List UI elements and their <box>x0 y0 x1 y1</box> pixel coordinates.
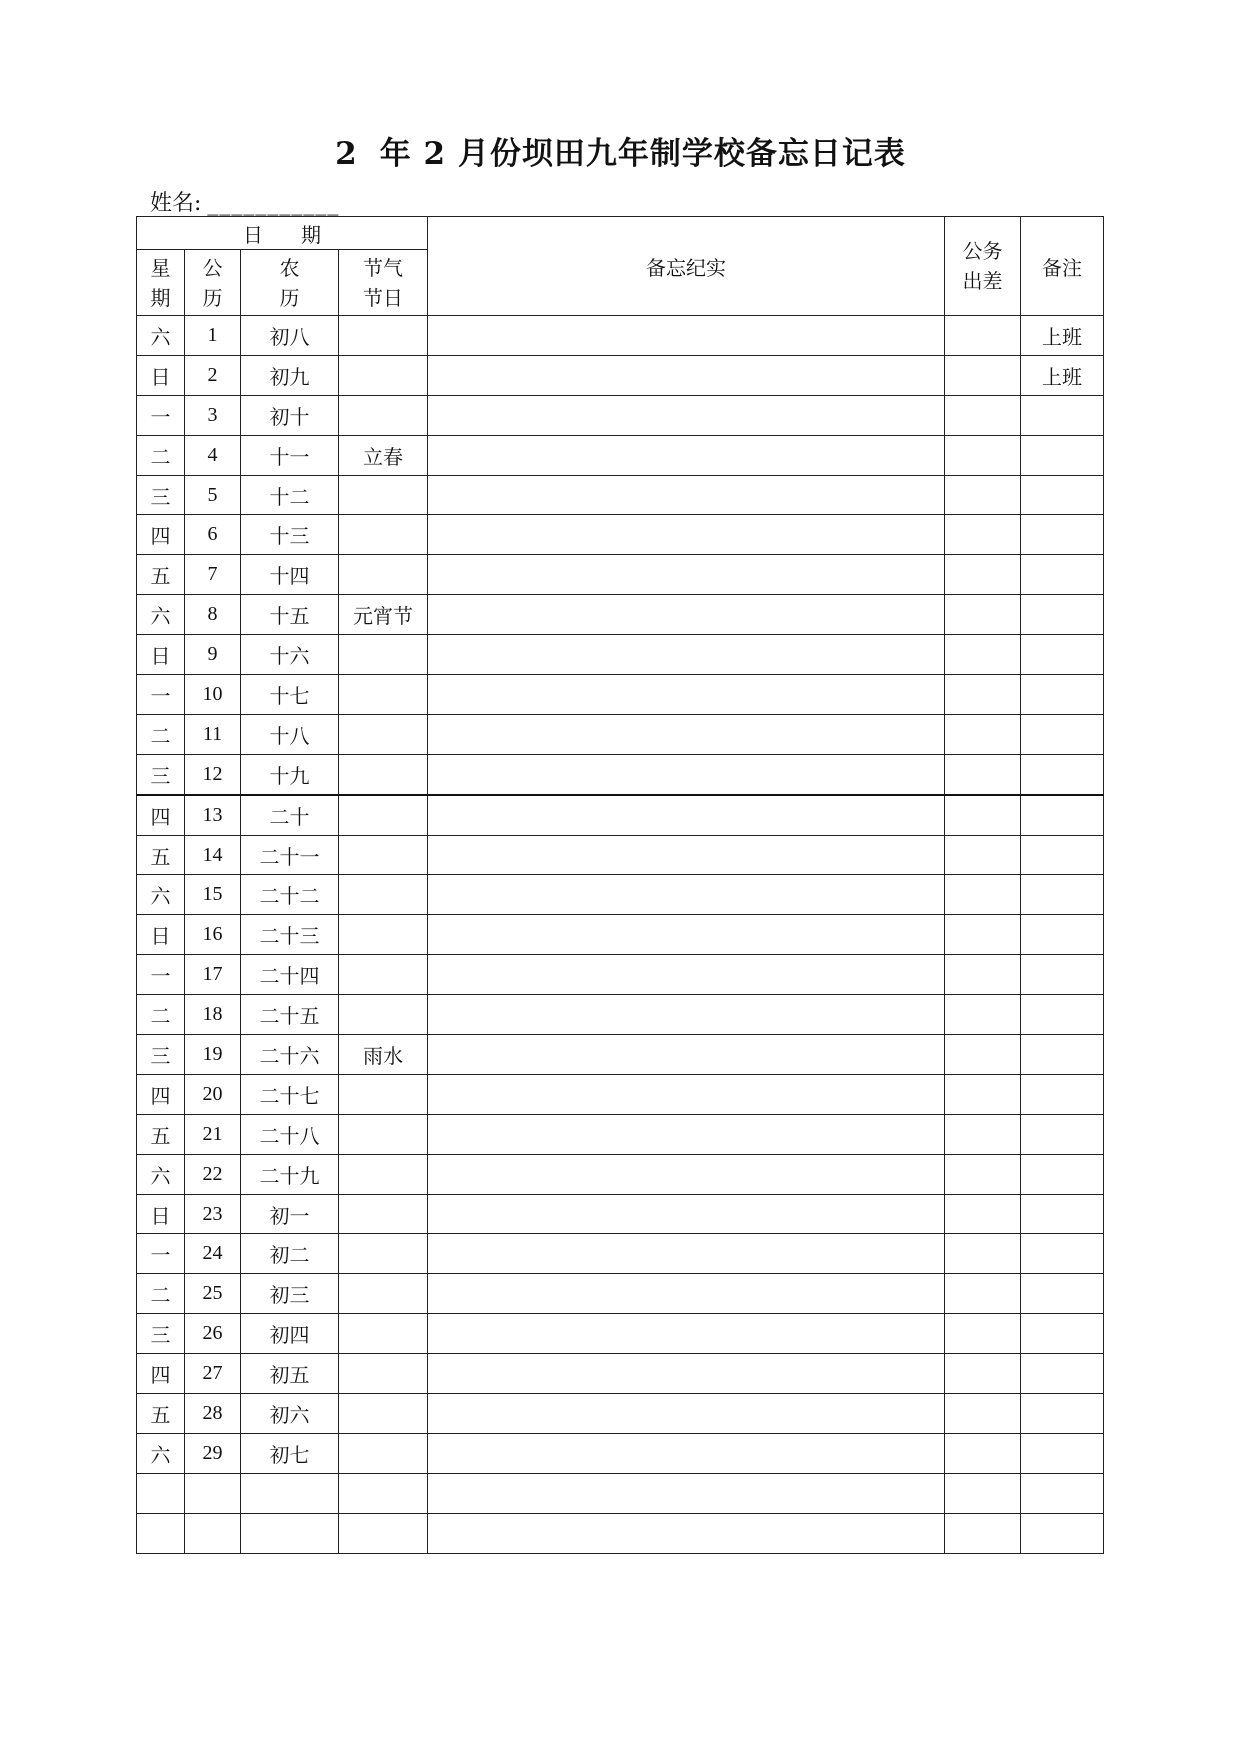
festival-cell <box>339 475 428 515</box>
solar-date-cell: 23 <box>185 1194 241 1234</box>
business-trip-cell[interactable] <box>945 1274 1021 1314</box>
weekday-cell: 三 <box>137 475 185 515</box>
solar-date-cell: 22 <box>185 1154 241 1194</box>
business-trip-cell[interactable] <box>945 515 1021 555</box>
business-trip-cell[interactable] <box>945 1114 1021 1154</box>
solar-date-cell: 11 <box>185 714 241 754</box>
business-trip-cell[interactable] <box>945 355 1021 395</box>
business-trip-cell[interactable] <box>945 1314 1021 1354</box>
festival-cell <box>339 875 428 915</box>
weekday-cell: 一 <box>137 1234 185 1274</box>
table-row <box>137 714 1104 754</box>
lunar-date-cell: 二十一 <box>241 835 339 875</box>
remark-cell[interactable] <box>1021 1074 1104 1114</box>
memo-cell[interactable] <box>428 1234 945 1274</box>
festival-cell <box>339 395 428 435</box>
lunar-date-cell: 二十 <box>241 795 339 835</box>
table-row <box>137 1194 1104 1234</box>
table-row <box>137 1274 1104 1314</box>
weekday-cell: 日 <box>137 355 185 395</box>
weekday-header <box>137 250 185 316</box>
festival-cell <box>339 1074 428 1114</box>
lunar-date-cell: 二十八 <box>241 1114 339 1154</box>
lunar-date-cell: 初六 <box>241 1394 339 1434</box>
festival-cell <box>339 1154 428 1194</box>
business-trip-cell[interactable] <box>945 1354 1021 1394</box>
remark-cell[interactable]: 上班 <box>1021 316 1104 356</box>
weekday-cell: 一 <box>137 675 185 715</box>
solar-date-cell: 20 <box>185 1074 241 1114</box>
weekday-cell: 四 <box>137 795 185 835</box>
solar-date-cell: 17 <box>185 955 241 995</box>
business-trip-cell[interactable] <box>945 754 1021 794</box>
solar-date-cell: 3 <box>185 395 241 435</box>
table-row <box>137 515 1104 555</box>
business-trip-cell[interactable] <box>945 1394 1021 1434</box>
remark-cell[interactable] <box>1021 1114 1104 1154</box>
festival-cell <box>339 835 428 875</box>
lunar-date-cell: 初八 <box>241 316 339 356</box>
table-row <box>137 395 1104 435</box>
weekday-cell: 二 <box>137 435 185 475</box>
remark-cell[interactable] <box>1021 714 1104 754</box>
lunar-date-cell: 初二 <box>241 1234 339 1274</box>
weekday-cell <box>137 1513 185 1553</box>
remark-cell[interactable] <box>1021 555 1104 595</box>
business-trip-cell[interactable] <box>945 714 1021 754</box>
weekday-cell: 五 <box>137 1394 185 1434</box>
business-trip-cell[interactable] <box>945 915 1021 955</box>
weekday-cell: 二 <box>137 1274 185 1314</box>
weekday-cell: 六 <box>137 316 185 356</box>
festival-cell <box>339 1234 428 1274</box>
lunar-date-cell: 十九 <box>241 754 339 794</box>
weekday-cell: 日 <box>137 1194 185 1234</box>
business-trip-cell[interactable] <box>945 1194 1021 1234</box>
remark-cell[interactable] <box>1021 955 1104 995</box>
business-trip-cell[interactable] <box>945 795 1021 835</box>
remark-cell[interactable] <box>1021 635 1104 675</box>
memo-cell[interactable] <box>428 795 945 835</box>
solar-date-cell: 25 <box>185 1274 241 1314</box>
weekday-cell: 日 <box>137 635 185 675</box>
remark-cell[interactable] <box>1021 1035 1104 1075</box>
memo-cell[interactable] <box>428 1194 945 1234</box>
lunar-date-cell: 二十九 <box>241 1154 339 1194</box>
business-trip-cell[interactable] <box>945 955 1021 995</box>
remark-cell[interactable] <box>1021 835 1104 875</box>
title-year: 2 <box>335 136 358 172</box>
business-trip-cell[interactable] <box>945 475 1021 515</box>
page-title <box>0 128 1241 173</box>
festival-cell <box>339 555 428 595</box>
solar-date-cell: 1 <box>185 316 241 356</box>
remark-cell[interactable] <box>1021 595 1104 635</box>
memo-cell[interactable] <box>428 1314 945 1354</box>
weekday-cell: 五 <box>137 835 185 875</box>
festival-cell <box>339 1433 428 1473</box>
business-trip-cell[interactable] <box>945 675 1021 715</box>
festival-cell <box>339 754 428 794</box>
memo-cell[interactable] <box>428 475 945 515</box>
lunar-date-cell: 初九 <box>241 355 339 395</box>
festival-header <box>339 250 428 316</box>
festival-cell <box>339 1513 428 1553</box>
table-row <box>137 1074 1104 1114</box>
solar-date-cell: 2 <box>185 355 241 395</box>
name-field <box>150 186 339 217</box>
table-row <box>137 1035 1104 1075</box>
festival-cell <box>339 635 428 675</box>
table-row <box>137 915 1104 955</box>
memo-cell[interactable] <box>428 915 945 955</box>
remark-cell[interactable] <box>1021 1194 1104 1234</box>
remark-cell[interactable] <box>1021 1473 1104 1513</box>
table-row <box>137 955 1104 995</box>
table-row <box>137 595 1104 635</box>
lunar-date-cell: 十八 <box>241 714 339 754</box>
festival-cell <box>339 995 428 1035</box>
table-row <box>137 316 1104 356</box>
festival-cell <box>339 714 428 754</box>
weekday-cell: 四 <box>137 1354 185 1394</box>
solar-date-cell: 13 <box>185 795 241 835</box>
lunar-date-cell <box>241 1473 339 1513</box>
weekday-cell: 四 <box>137 515 185 555</box>
table-row <box>137 675 1104 715</box>
memo-cell[interactable] <box>428 635 945 675</box>
solar-date-cell: 29 <box>185 1433 241 1473</box>
solar-date-cell: 21 <box>185 1114 241 1154</box>
memo-cell[interactable] <box>428 1154 945 1194</box>
table-row <box>137 555 1104 595</box>
solar-date-cell: 16 <box>185 915 241 955</box>
solar-date-cell: 4 <box>185 435 241 475</box>
weekday-cell: 三 <box>137 1314 185 1354</box>
lunar-date-cell: 二十四 <box>241 955 339 995</box>
solar-date-cell: 28 <box>185 1394 241 1434</box>
lunar-header-label: 农历 <box>279 255 300 310</box>
memo-cell[interactable] <box>428 714 945 754</box>
business-trip-cell[interactable] <box>945 316 1021 356</box>
table-row <box>137 835 1104 875</box>
lunar-date-cell <box>241 1513 339 1553</box>
weekday-cell: 六 <box>137 1154 185 1194</box>
memo-cell[interactable] <box>428 595 945 635</box>
lunar-date-cell: 初七 <box>241 1433 339 1473</box>
remark-cell[interactable] <box>1021 875 1104 915</box>
table-row <box>137 1234 1104 1274</box>
table-row <box>137 875 1104 915</box>
lunar-date-cell: 二十二 <box>241 875 339 915</box>
business-trip-cell[interactable] <box>945 875 1021 915</box>
table-row <box>137 475 1104 515</box>
memo-cell[interactable] <box>428 1114 945 1154</box>
memo-cell[interactable] <box>428 835 945 875</box>
festival-cell <box>339 915 428 955</box>
remark-cell[interactable] <box>1021 675 1104 715</box>
business-trip-cell[interactable] <box>945 1473 1021 1513</box>
festival-cell <box>339 515 428 555</box>
memo-cell[interactable] <box>428 515 945 555</box>
weekday-cell: 二 <box>137 714 185 754</box>
solar-date-cell: 19 <box>185 1035 241 1075</box>
business-trip-cell[interactable] <box>945 1234 1021 1274</box>
table-row <box>137 795 1104 835</box>
table-body <box>137 316 1104 1554</box>
festival-cell: 立春 <box>339 435 428 475</box>
memo-cell[interactable] <box>428 1074 945 1114</box>
lunar-date-cell: 初三 <box>241 1274 339 1314</box>
solar-date-cell: 27 <box>185 1354 241 1394</box>
remark-cell[interactable] <box>1021 1513 1104 1553</box>
business-header <box>945 217 1021 316</box>
name-blank[interactable]: ___________ <box>207 191 340 216</box>
memo-cell[interactable] <box>428 555 945 595</box>
weekday-cell: 一 <box>137 955 185 995</box>
business-trip-cell[interactable] <box>945 1154 1021 1194</box>
remark-cell[interactable] <box>1021 515 1104 555</box>
remark-cell[interactable] <box>1021 915 1104 955</box>
festival-cell: 雨水 <box>339 1035 428 1075</box>
festival-cell <box>339 675 428 715</box>
table-row <box>137 995 1104 1035</box>
date-group-header <box>137 217 428 250</box>
memo-cell[interactable] <box>428 435 945 475</box>
table-row <box>137 435 1104 475</box>
weekday-cell <box>137 1473 185 1513</box>
memo-cell[interactable] <box>428 1513 945 1553</box>
weekday-cell: 四 <box>137 1074 185 1114</box>
weekday-cell: 三 <box>137 1035 185 1075</box>
solar-date-cell: 9 <box>185 635 241 675</box>
lunar-date-cell: 二十三 <box>241 915 339 955</box>
business-trip-cell[interactable] <box>945 1035 1021 1075</box>
memo-cell[interactable] <box>428 1473 945 1513</box>
remark-cell[interactable] <box>1021 795 1104 835</box>
weekday-cell: 六 <box>137 875 185 915</box>
table-row <box>137 355 1104 395</box>
remark-cell[interactable] <box>1021 475 1104 515</box>
lunar-date-cell: 十六 <box>241 635 339 675</box>
business-trip-cell[interactable] <box>945 1074 1021 1114</box>
lunar-date-cell: 十四 <box>241 555 339 595</box>
weekday-cell: 六 <box>137 1433 185 1473</box>
weekday-cell: 三 <box>137 754 185 794</box>
solar-date-cell: 6 <box>185 515 241 555</box>
solar-date-cell: 12 <box>185 754 241 794</box>
solar-date-cell <box>185 1473 241 1513</box>
business-trip-cell[interactable] <box>945 435 1021 475</box>
weekday-cell: 五 <box>137 555 185 595</box>
lunar-date-cell: 初一 <box>241 1194 339 1234</box>
remark-cell[interactable] <box>1021 1394 1104 1434</box>
festival-cell <box>339 795 428 835</box>
remark-cell[interactable] <box>1021 1433 1104 1473</box>
memo-cell[interactable] <box>428 875 945 915</box>
solar-header-label: 公历 <box>202 255 223 310</box>
festival-cell <box>339 1394 428 1434</box>
remark-cell[interactable] <box>1021 995 1104 1035</box>
lunar-date-cell: 二十六 <box>241 1035 339 1075</box>
memo-cell[interactable] <box>428 316 945 356</box>
lunar-date-cell: 十七 <box>241 675 339 715</box>
lunar-header <box>241 250 339 316</box>
table-row <box>137 1473 1104 1513</box>
table-row <box>137 1314 1104 1354</box>
lunar-date-cell: 十二 <box>241 475 339 515</box>
business-trip-cell[interactable] <box>945 635 1021 675</box>
memo-cell[interactable] <box>428 395 945 435</box>
table-row <box>137 1154 1104 1194</box>
remark-cell[interactable] <box>1021 1354 1104 1394</box>
festival-cell <box>339 955 428 995</box>
festival-cell: 元宵节 <box>339 595 428 635</box>
table-row <box>137 1513 1104 1553</box>
memo-table <box>136 216 1104 1554</box>
festival-cell <box>339 1473 428 1513</box>
date-group-label: 日期 <box>243 222 359 247</box>
lunar-date-cell: 十三 <box>241 515 339 555</box>
solar-date-cell: 26 <box>185 1314 241 1354</box>
weekday-cell: 二 <box>137 995 185 1035</box>
memo-cell[interactable] <box>428 675 945 715</box>
remark-header: 备注 <box>1021 217 1104 316</box>
remark-cell[interactable]: 上班 <box>1021 355 1104 395</box>
lunar-date-cell: 二十五 <box>241 995 339 1035</box>
festival-header-label: 节气节日 <box>363 255 403 310</box>
memo-header: 备忘纪实 <box>428 217 945 316</box>
table-row <box>137 1394 1104 1434</box>
lunar-date-cell: 二十七 <box>241 1074 339 1114</box>
memo-cell[interactable] <box>428 1433 945 1473</box>
name-label: 姓名: <box>150 191 202 216</box>
table-row <box>137 1354 1104 1394</box>
business-trip-cell[interactable] <box>945 995 1021 1035</box>
solar-date-cell: 5 <box>185 475 241 515</box>
business-header-label: 公务出差 <box>962 239 1003 293</box>
weekday-header-label: 星期 <box>150 255 171 310</box>
solar-date-cell: 14 <box>185 835 241 875</box>
weekday-cell: 日 <box>137 915 185 955</box>
lunar-date-cell: 初四 <box>241 1314 339 1354</box>
weekday-cell: 一 <box>137 395 185 435</box>
festival-cell <box>339 316 428 356</box>
memo-cell[interactable] <box>428 1394 945 1434</box>
table-row <box>137 1433 1104 1473</box>
memo-cell[interactable] <box>428 1354 945 1394</box>
festival-cell <box>339 355 428 395</box>
lunar-date-cell: 十一 <box>241 435 339 475</box>
weekday-cell: 五 <box>137 1114 185 1154</box>
festival-cell <box>339 1114 428 1154</box>
remark-cell[interactable] <box>1021 754 1104 794</box>
lunar-date-cell: 初五 <box>241 1354 339 1394</box>
memo-cell[interactable] <box>428 355 945 395</box>
solar-date-cell: 24 <box>185 1234 241 1274</box>
business-trip-cell[interactable] <box>945 595 1021 635</box>
solar-date-cell <box>185 1513 241 1553</box>
remark-cell[interactable] <box>1021 1234 1104 1274</box>
solar-date-cell: 18 <box>185 995 241 1035</box>
memo-cell[interactable] <box>428 955 945 995</box>
festival-cell <box>339 1194 428 1234</box>
remark-cell[interactable] <box>1021 435 1104 475</box>
lunar-date-cell: 初十 <box>241 395 339 435</box>
remark-cell[interactable] <box>1021 395 1104 435</box>
memo-cell[interactable] <box>428 1274 945 1314</box>
solar-header <box>185 250 241 316</box>
business-trip-cell[interactable] <box>945 395 1021 435</box>
business-trip-cell[interactable] <box>945 835 1021 875</box>
memo-cell[interactable] <box>428 1035 945 1075</box>
table-row <box>137 635 1104 675</box>
business-trip-cell[interactable] <box>945 1513 1021 1553</box>
solar-date-cell: 15 <box>185 875 241 915</box>
memo-cell[interactable] <box>428 995 945 1035</box>
title-text: 年 2 月份坝田九年制学校备忘日记表 <box>379 136 906 172</box>
remark-cell[interactable] <box>1021 1154 1104 1194</box>
business-trip-cell[interactable] <box>945 555 1021 595</box>
memo-cell[interactable] <box>428 754 945 794</box>
weekday-cell: 六 <box>137 595 185 635</box>
festival-cell <box>339 1314 428 1354</box>
business-trip-cell[interactable] <box>945 1433 1021 1473</box>
lunar-date-cell: 十五 <box>241 595 339 635</box>
festival-cell <box>339 1274 428 1314</box>
remark-cell[interactable] <box>1021 1274 1104 1314</box>
solar-date-cell: 8 <box>185 595 241 635</box>
solar-date-cell: 10 <box>185 675 241 715</box>
solar-date-cell: 7 <box>185 555 241 595</box>
remark-cell[interactable] <box>1021 1314 1104 1354</box>
table-row <box>137 754 1104 794</box>
festival-cell <box>339 1354 428 1394</box>
table-row <box>137 1114 1104 1154</box>
